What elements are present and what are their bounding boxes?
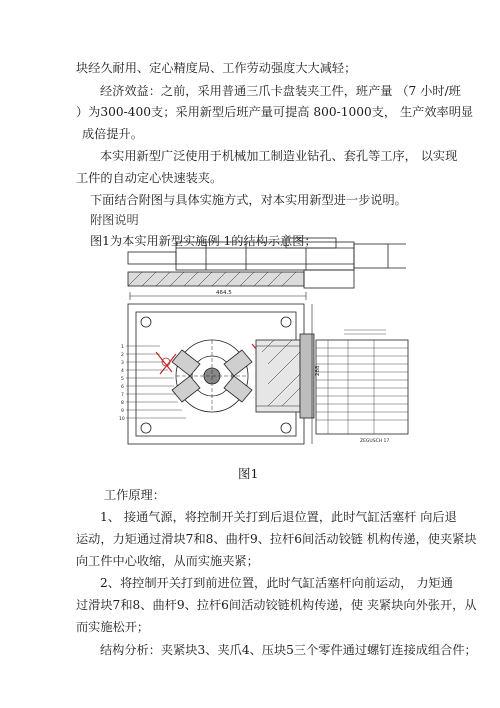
part-label: 7: [121, 393, 124, 398]
part-label: 1: [121, 345, 124, 350]
paragraph-line: 经济效益：之前，采用普通三爪卡盘装夹工件，班产量 （7 小时/班: [100, 84, 461, 98]
paragraph-line: 运动，力矩通过滑块7和8、曲杆9、拉杆6间活动铰链 机构传递，使夹紧块: [76, 532, 477, 546]
width-dimension: 464.5: [216, 290, 232, 296]
part-label: 10: [119, 417, 125, 422]
top-view-body: [176, 242, 354, 270]
paragraph-line: 本实用新型广泛使用于机械加工制造业钻孔、套孔等工序， 以实现: [100, 149, 458, 163]
figure-reference: 图1为本实用新型实施例 1的结构示意图；: [90, 234, 317, 248]
paragraph-line: 块经久耐用、定心精度局、工作劳动强度大大减轻；: [76, 61, 357, 75]
top-view-left-rod: [128, 252, 176, 264]
bolt-hole: [281, 423, 291, 433]
paragraph-line: 而实施松开；: [76, 620, 150, 634]
part-label: 9: [121, 409, 124, 414]
paragraph-line: ）为300-400支；采用新型后班产量可提高 800-1000支， 生产效率明显: [76, 105, 474, 119]
bolt-hole: [141, 423, 151, 433]
part-label: 4: [121, 369, 124, 374]
part-label: 8: [121, 401, 124, 406]
section-heading: 附图说明: [90, 213, 139, 227]
height-dimension: 288: [315, 365, 321, 376]
paragraph-line: 工作原理：: [104, 488, 165, 502]
paragraph-line: 1、 接通气源，将控制开关打到后退位置，此时气缸活塞杆 向后退: [100, 510, 457, 524]
paragraph-line: 向工件中心收缩，从而实施夹紧；: [76, 554, 259, 568]
title-block-text: ZEGUSCH 17: [360, 439, 390, 444]
paragraph-line: 2、将控制开关打到前进位置，此时气缸活塞杆向前运动， 力矩通: [100, 576, 453, 590]
part-label: 2: [121, 353, 124, 358]
paragraph-line: 工件的自动定心快速装夹。: [76, 171, 223, 185]
paragraph-line: 下面结合附图与具体实施方式，对本实用新型进一步说明。: [90, 193, 407, 207]
paragraph-line: 成倍提升。: [82, 127, 143, 141]
bolt-hole: [281, 317, 291, 327]
paragraph-line: 结构分析：夹紧块3、夹爪4、压块5三个零件通过螺钉连接成组合件；: [100, 643, 477, 657]
paragraph-line: 过滑块7和8、曲杆9、拉杆6间活动铰链机构传递，使 夹紧块向外张开，从: [76, 598, 477, 612]
figure-caption: 图1: [238, 466, 259, 481]
technical-drawing: [116, 234, 412, 458]
bolt-hole: [141, 317, 151, 327]
part-label: 6: [121, 385, 124, 390]
part-label: 5: [121, 377, 124, 382]
part-label: 3: [121, 361, 124, 366]
